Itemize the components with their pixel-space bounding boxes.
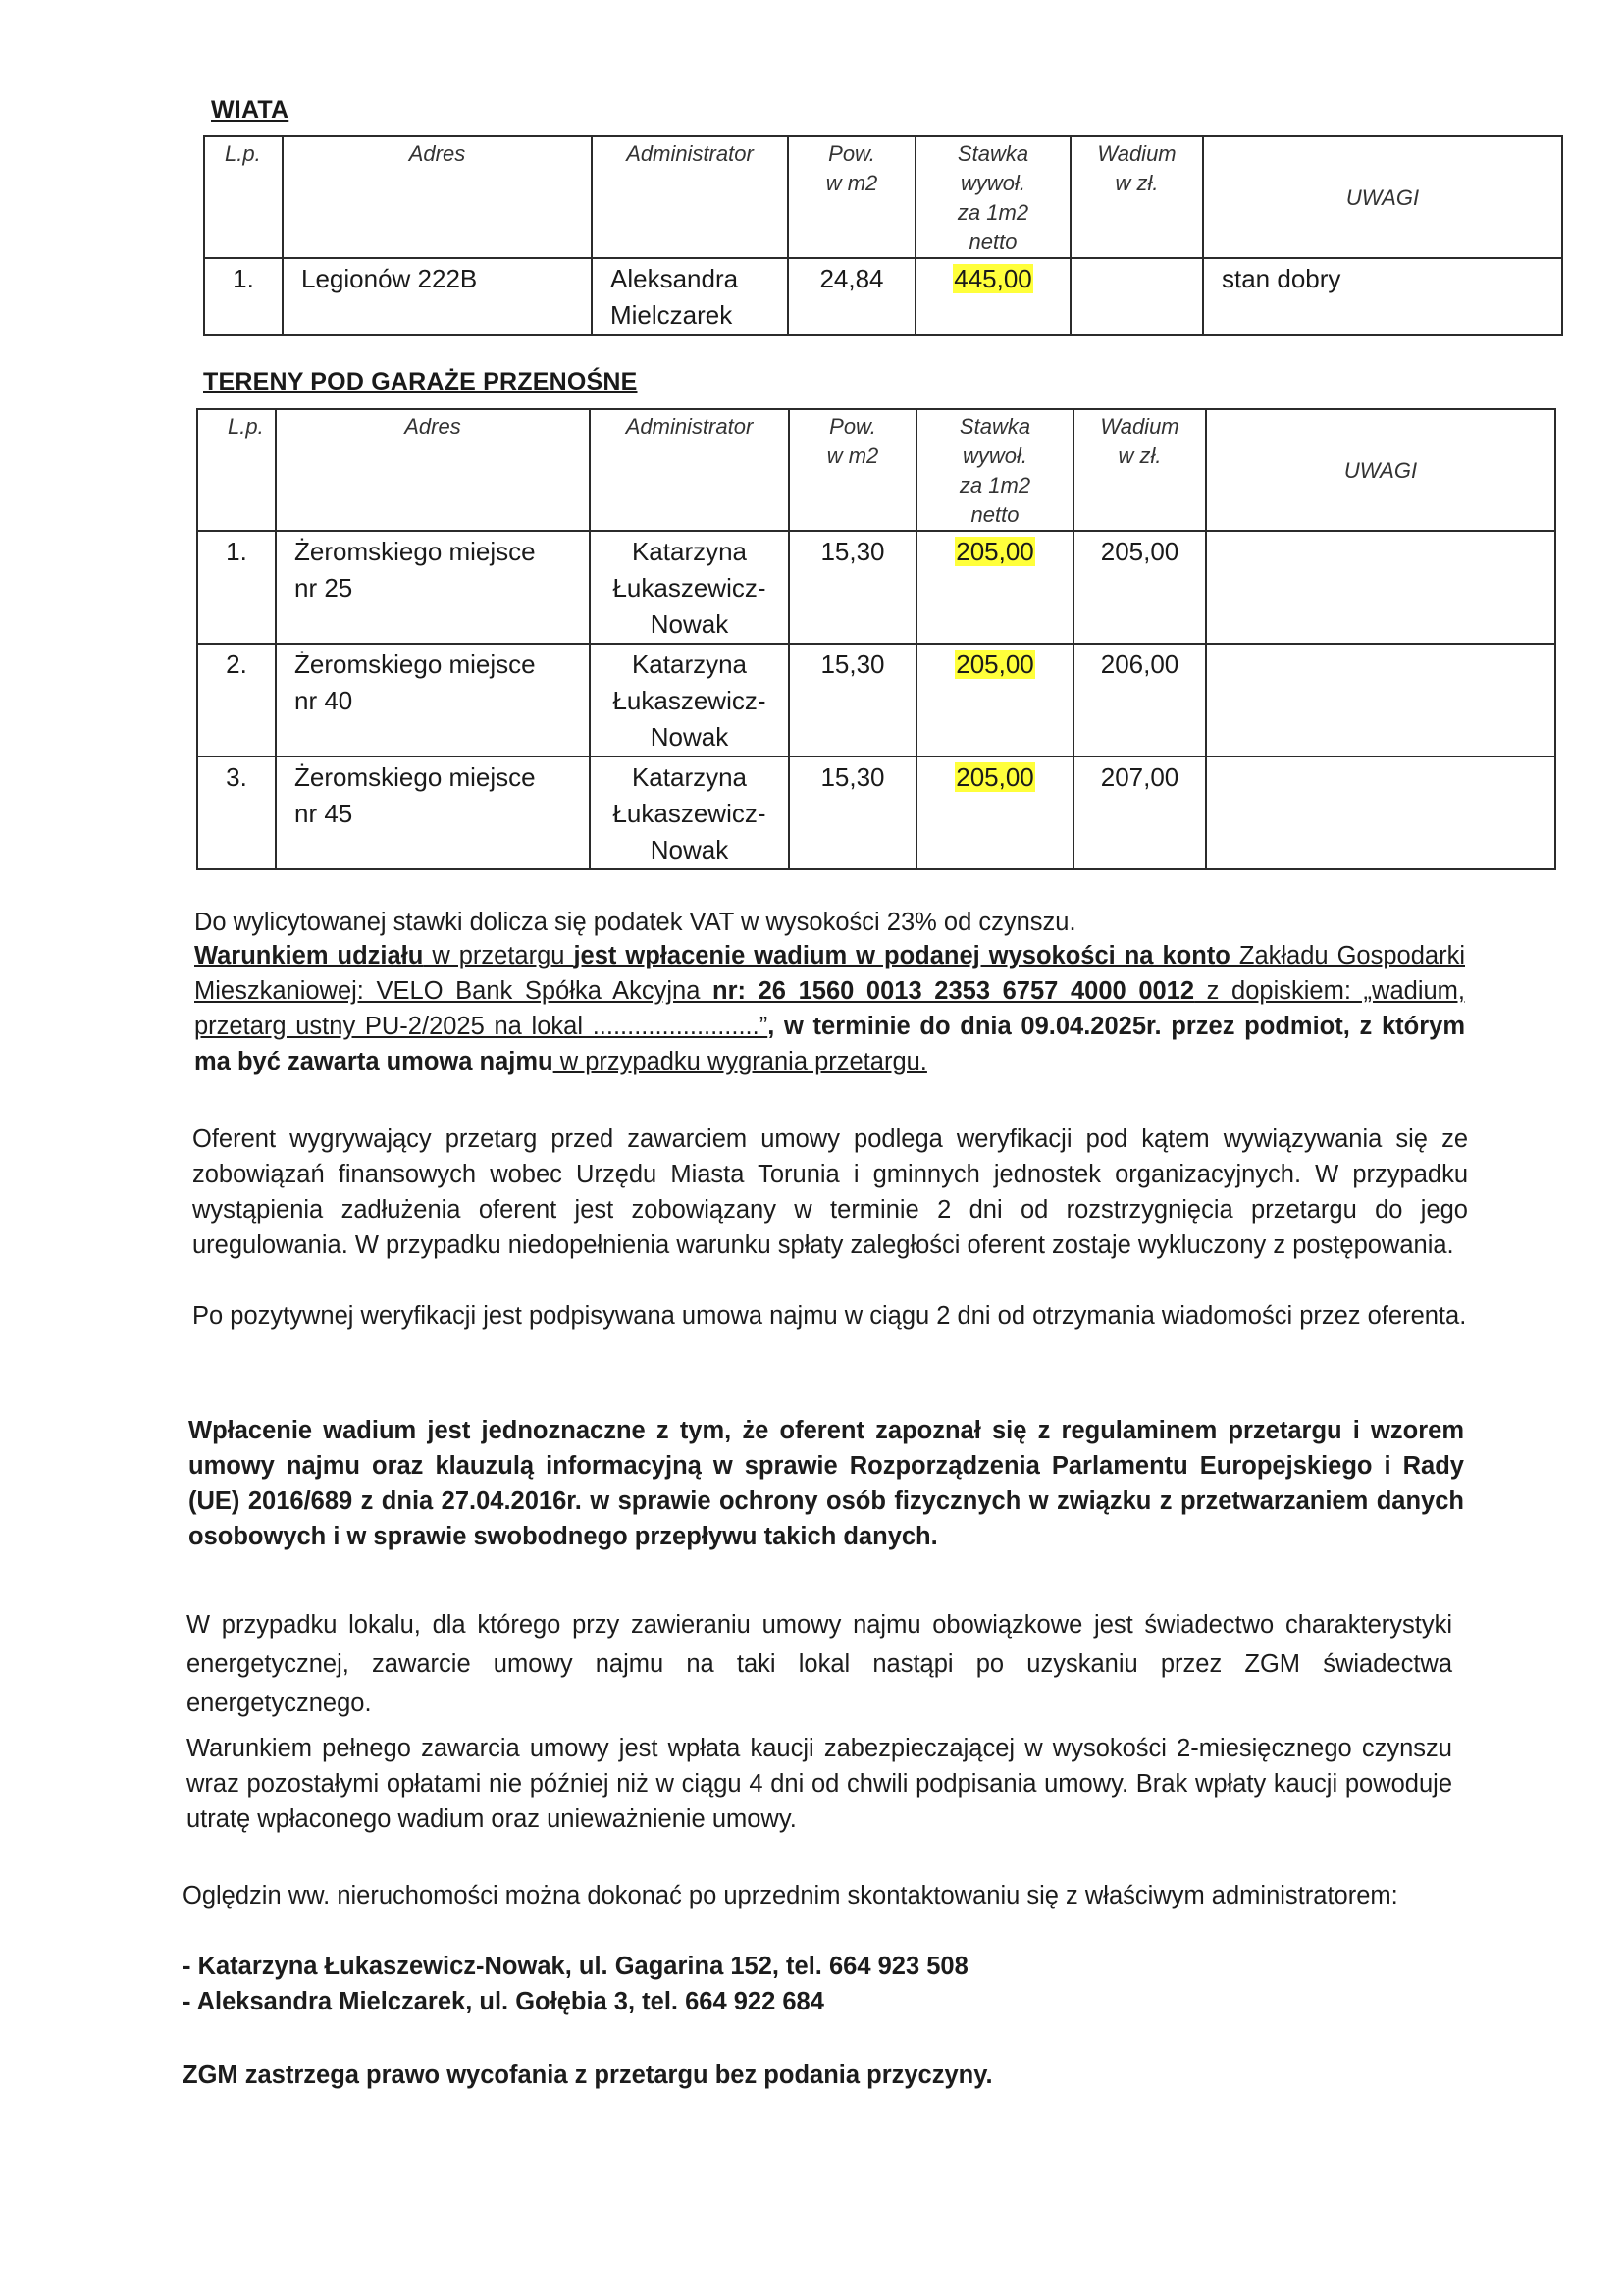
cell-wadium: 206,00 <box>1073 644 1206 757</box>
cell-pow: 24,84 <box>788 258 916 335</box>
header-stawka: Stawka wywoł. za 1m2 netto <box>916 409 1073 531</box>
wadium-segment: jest wpłacenie wadium w podanej wysokości na konto <box>573 942 1230 969</box>
wadium-segment: z dopiskiem: „wadium, przetarg ustny PU-2/2025 na lokal ........................” <box>194 977 1465 1040</box>
energy-certificate-paragraph: W przypadku lokalu, dla którego przy zawieraniu umowy najmu obowiązkowe jest świadectwo charakterystyki energetycznej, zawarcie umowy najmu na taki lokal nastąpi po uzyskaniu przez ZGM świadectwa energetycznego. <box>186 1611 1452 1717</box>
cell-adres: Żeromskiego miejsce nr 25 <box>276 531 590 644</box>
deposit-paragraph: Warunkiem pełnego zawarcia umowy jest wpłata kaucji zabezpieczającej w wysokości 2-miesięcznego czynszu wraz pozostałymi opłatami nie później niż w ciągu 4 dni od chwili podpisania umowy. Brak wpłaty kaucji powoduje utratę wpłaconego wadium oraz unieważnienie umowy. <box>186 1735 1452 1833</box>
vat-note: Do wylicytowanej stawki dolicza się podatek VAT w wysokości 23% od czynszu. <box>194 909 1076 936</box>
highlighted-value: 205,00 <box>956 762 1034 792</box>
header-administrator: Administrator <box>590 409 789 531</box>
wadium-segment: w przypadku wygrania przetargu. <box>552 1048 927 1075</box>
section-title-wiata: WIATA <box>211 96 289 124</box>
wadium-segment: Zakładu Gospodarki Mieszkaniowej: VELO Bank Spółka Akcyjna <box>194 942 1465 1005</box>
cell-adres: Legionów 222B <box>283 258 592 335</box>
cell-lp: 1. <box>204 258 283 335</box>
header-wadium: Wadium w zł. <box>1073 409 1206 531</box>
highlighted-value: 205,00 <box>956 650 1034 679</box>
highlighted-value: 445,00 <box>954 264 1032 293</box>
wadium-conditions-paragraph <box>194 938 1465 1079</box>
header-uwagi: UWAGI <box>1203 136 1562 258</box>
cell-uwagi: stan dobry <box>1203 258 1562 335</box>
wadium-deadline: , w terminie do dnia 09.04.2025r. przez podmiot, z którym ma być zawarta umowa najmu <box>194 1013 1465 1075</box>
table-header-row <box>204 136 1562 258</box>
table-row <box>197 531 1555 644</box>
gdpr-paragraph: Wpłacenie wadium jest jednoznaczne z tym, że oferent zapoznał się z regulaminem przetargu i wzorem umowy najmu oraz klauzulą informacyjną w sprawie Rozporządzenia Parlamentu Europejskiego i Rady (UE) 2016/689 z dnia 27.04.2016r. w sprawie ochrony osób fizycznych w związku z przetwarzaniem danych osobowych i w sprawie swobodnego przepływu takich danych. <box>188 1417 1464 1550</box>
cell-wadium: 207,00 <box>1073 757 1206 869</box>
cell-stawka <box>916 644 1073 757</box>
garaze-table <box>196 408 1556 870</box>
cell-adres: Żeromskiego miejsce nr 40 <box>276 644 590 757</box>
header-adres: Adres <box>283 136 592 258</box>
wadium-segment: w przetargu <box>423 942 574 969</box>
wiata-table <box>203 135 1563 336</box>
cell-administrator: Katarzyna Łukaszewicz- Nowak <box>590 757 789 869</box>
cell-wadium <box>1071 258 1203 335</box>
withdrawal-note: ZGM zastrzega prawo wycofania z przetargu bez podania przyczyny. <box>183 2061 993 2089</box>
section-title-garaze: TERENY POD GARAŻE PRZENOŚNE <box>203 368 638 395</box>
highlighted-value: 205,00 <box>956 537 1034 566</box>
cell-uwagi <box>1206 757 1555 869</box>
header-uwagi: UWAGI <box>1206 409 1555 531</box>
cell-adres: Żeromskiego miejsce nr 45 <box>276 757 590 869</box>
cell-uwagi <box>1206 531 1555 644</box>
cell-lp: 2. <box>197 644 276 757</box>
cell-administrator: Katarzyna Łukaszewicz- Nowak <box>590 644 789 757</box>
table-row <box>204 258 1562 335</box>
header-lp: L.p. <box>197 409 276 531</box>
header-adres: Adres <box>276 409 590 531</box>
cell-administrator: Aleksandra Mielczarek <box>592 258 788 335</box>
header-administrator: Administrator <box>592 136 788 258</box>
cell-uwagi <box>1206 644 1555 757</box>
bank-account-number: nr: 26 1560 0013 2353 6757 4000 0012 <box>712 977 1195 1005</box>
contact-aleksandra: - Aleksandra Mielczarek, ul. Gołębia 3, tel. 664 922 684 <box>183 1988 824 2015</box>
cell-lp: 3. <box>197 757 276 869</box>
table-row <box>197 644 1555 757</box>
header-stawka: Stawka wywoł. za 1m2 netto <box>916 136 1071 258</box>
wadium-segment: Warunkiem udziału <box>194 942 424 969</box>
header-pow: Pow. w m2 <box>789 409 916 531</box>
cell-pow: 15,30 <box>789 644 916 757</box>
cell-stawka <box>916 258 1071 335</box>
contract-signing-paragraph: Po pozytywnej weryfikacji jest podpisywana umowa najmu w ciągu 2 dni od otrzymania wiadomości przez oferenta. <box>192 1302 1467 1330</box>
verification-paragraph: Oferent wygrywający przetarg przed zawarciem umowy podlega weryfikacji pod kątem wywiązywania się ze zobowiązań finansowych wobec Urzędu Miasta Torunia i gminnych jednostek organizacyjnych. W przypadku wystąpienia zadłużenia oferent jest zobowiązany w terminie 2 dni od rozstrzygnięcia przetargu do jego uregulowania. W przypadku niedopełnienia warunku spłaty zaległości oferent zostaje wykluczony z postępowania. <box>192 1125 1468 1259</box>
table-header-row <box>197 409 1555 531</box>
table-row <box>197 757 1555 869</box>
contact-katarzyna: - Katarzyna Łukaszewicz-Nowak, ul. Gagarina 152, tel. 664 923 508 <box>183 1953 969 1980</box>
inspection-paragraph: Oględzin ww. nieruchomości można dokonać po uprzednim skontaktowaniu się z właściwym administratorem: <box>183 1882 1398 1909</box>
cell-stawka <box>916 757 1073 869</box>
header-wadium: Wadium w zł. <box>1071 136 1203 258</box>
cell-lp: 1. <box>197 531 276 644</box>
cell-pow: 15,30 <box>789 757 916 869</box>
header-lp: L.p. <box>204 136 283 258</box>
header-pow: Pow. w m2 <box>788 136 916 258</box>
cell-pow: 15,30 <box>789 531 916 644</box>
cell-stawka <box>916 531 1073 644</box>
cell-administrator: Katarzyna Łukaszewicz- Nowak <box>590 531 789 644</box>
cell-wadium: 205,00 <box>1073 531 1206 644</box>
